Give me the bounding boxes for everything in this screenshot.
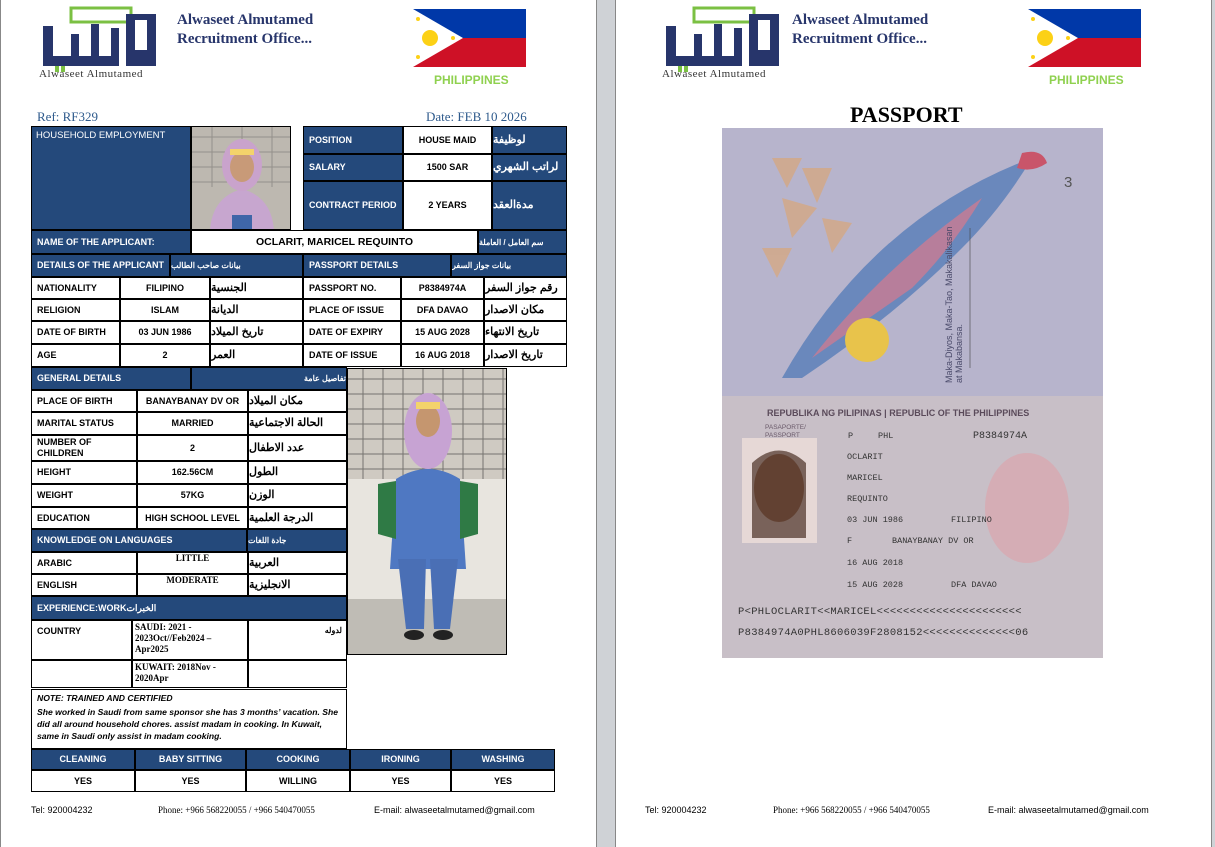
passport-motto: Maka-Diyos, Maka-Tao, Makakalikasan at Makabansa. [944, 226, 964, 383]
passport-pob: BANAYBANAY DV OR [892, 536, 974, 546]
company-name-line1: Alwaseet Almutamed [177, 12, 314, 28]
general-value: HIGH SCHOOL LEVEL [137, 507, 248, 529]
passport-nationality: FILIPINO [951, 515, 992, 525]
general-ar: الحالة الاجتماعية [248, 412, 347, 435]
detail-ar: تاريخ الميلاد [210, 321, 303, 344]
detail-value: ISLAM [120, 299, 210, 321]
experience-kuwait: KUWAIT: 2018Nov - 2020Apr [132, 660, 248, 688]
detail-label: AGE [31, 344, 120, 367]
general-label: HEIGHT [31, 461, 137, 484]
passport-detail-label: PLACE OF ISSUE [303, 299, 401, 321]
footer-phone: Phone: +966 568220055 / +966 540470055 [773, 805, 930, 815]
details-header-ar: بيانات صاحب الطالب [170, 254, 303, 277]
footer-email-prefix: E-mail: [374, 805, 405, 815]
footer-email-prefix: E-mail: [988, 805, 1019, 815]
contract-value: 2 YEARS [403, 181, 492, 230]
applicant-name-value: OCLARIT, MARICEL REQUINTO [191, 230, 478, 254]
passport-issue-date: 16 AUG 2018 [847, 558, 904, 568]
passport-header-text: REPUBLIKA NG PILIPINAS | REPUBLIC OF THE PHILIPPINES [767, 408, 1030, 418]
general-value: 2 [137, 435, 248, 461]
language-ar: الانجليزية [248, 574, 347, 596]
document-date: Date: FEB 10 2026 [426, 109, 527, 124]
passport-title: PASSPORT [850, 102, 963, 127]
passport-authority: DFA DAVAO [951, 580, 997, 590]
salary-ar: لراتب الشهري [492, 154, 567, 181]
skill-label: COOKING [246, 749, 350, 770]
general-label: EDUCATION [31, 507, 137, 529]
household-employment-label: HOUSEHOLD EMPLOYMENT [31, 126, 191, 230]
position-value: HOUSE MAID [403, 126, 492, 154]
language-ar: العربية [248, 552, 347, 574]
logo-text: Alwaseet Almutamed [662, 68, 767, 80]
footer-email [988, 805, 1149, 815]
general-ar: الدرجة العلمية [248, 507, 347, 529]
general-header-ar: تفاصيل عامة [191, 367, 347, 390]
detail-label: DATE OF BIRTH [31, 321, 120, 344]
position-label: POSITION [303, 126, 403, 154]
applicant-name-label: NAME OF THE APPLICANT: [31, 230, 191, 254]
general-label: MARITAL STATUS [31, 412, 137, 435]
language-value: MODERATE [137, 574, 248, 596]
note-box [31, 689, 347, 749]
passport-detail-label: DATE OF ISSUE [303, 344, 401, 367]
flag-label: PHILIPPINES [434, 73, 509, 87]
note-title: NOTE: TRAINED AND CERTIFIED [37, 693, 173, 703]
detail-value: 03 JUN 1986 [120, 321, 210, 344]
detail-label: RELIGION [31, 299, 120, 321]
passport-given-name: MARICEL [847, 473, 883, 483]
general-ar: عدد الاطفال [248, 435, 347, 461]
experience-saudi: SAUDI: 2021 - 2023Oct//Feb2024 – Apr2025 [132, 620, 248, 660]
company-logo [654, 6, 794, 86]
passport-detail-label: DATE OF EXPIRY [303, 321, 401, 344]
passport-detail-value: 16 AUG 2018 [401, 344, 484, 367]
philippines-flag-icon [1028, 9, 1141, 67]
passport-detail-value: P8384974A [401, 277, 484, 299]
footer-email [374, 805, 535, 815]
passport-detail-label: PASSPORT NO. [303, 277, 401, 299]
passport-dob: 03 JUN 1986 [847, 515, 904, 525]
passport-detail-value: DFA DAVAO [401, 299, 484, 321]
general-header: GENERAL DETAILS [31, 367, 191, 390]
experience-header: EXPERIENCE:WORKالخبرات [31, 596, 347, 620]
experience-country-label: COUNTRY [31, 620, 132, 660]
footer-email-address[interactable]: alwaseetalmutamed@gmail.com [1018, 805, 1149, 815]
company-name [792, 11, 928, 49]
passport-scan [722, 128, 1103, 658]
general-label: WEIGHT [31, 484, 137, 507]
general-ar: مكان الميلاد [248, 390, 347, 412]
general-value: 162.56CM [137, 461, 248, 484]
detail-ar: الديانة [210, 299, 303, 321]
general-value: 57KG [137, 484, 248, 507]
salary-value: 1500 SAR [403, 154, 492, 181]
passport-middle-name: REQUINTO [847, 494, 888, 504]
passport-doc-label: PASAPORTE/ PASSPORT [765, 424, 806, 439]
general-value: BANAYBANAY DV OR [137, 390, 248, 412]
languages-header: KNOWLEDGE ON LANGUAGES [31, 529, 247, 552]
passport-type: P [848, 431, 854, 441]
flag-label: PHILIPPINES [1049, 73, 1124, 87]
passport-motto-wrap [968, 194, 1098, 246]
passport-surname: OCLARIT [847, 452, 883, 462]
passport-page-number: 3 [1064, 174, 1073, 191]
detail-label: NATIONALITY [31, 277, 120, 299]
contract-ar: مدةالعقد [492, 181, 567, 230]
footer-tel: Tel: 920004232 [31, 805, 93, 815]
passport-sex: F [847, 536, 853, 546]
skill-value: YES [350, 770, 451, 792]
passport-mrz-line2: P8384974A0PHL8606039F2808152<<<<<<<<<<<<<<06 [738, 627, 1029, 639]
passport-header: PASSPORT DETAILS [303, 254, 451, 277]
applicant-name-ar: سم العامل / العاملة [478, 230, 567, 254]
passport-header-ar: بيانات جواز السفر [451, 254, 567, 277]
passport-mrz-line1: P<PHLOCLARIT<<MARICEL<<<<<<<<<<<<<<<<<<<<<< [738, 606, 1022, 618]
general-ar: الوزن [248, 484, 347, 507]
passport-detail-value: 15 AUG 2028 [401, 321, 484, 344]
details-header: DETAILS OF THE APPLICANT [31, 254, 170, 277]
general-ar: الطول [248, 461, 347, 484]
detail-ar: الجنسية [210, 277, 303, 299]
applicant-portrait [191, 126, 291, 230]
experience-empty-cell [248, 660, 347, 688]
contract-label: CONTRACT PERIOD [303, 181, 403, 230]
passport-detail-ar: مكان الاصدار [484, 299, 567, 321]
general-label: PLACE OF BIRTH [31, 390, 137, 412]
passport-country-code: PHL [878, 431, 894, 441]
applicant-full-photo [347, 368, 507, 655]
skill-value: YES [451, 770, 555, 792]
passport-number: P8384974A [973, 431, 1028, 442]
skill-label: WASHING [451, 749, 555, 770]
skill-label: BABY SITTING [135, 749, 246, 770]
skill-label: CLEANING [31, 749, 135, 770]
skill-value: YES [135, 770, 246, 792]
skill-value: WILLING [246, 770, 350, 792]
footer-phone: Phone: +966 568220055 / +966 540470055 [158, 805, 315, 815]
company-name-line1: Alwaseet Almutamed [792, 12, 929, 28]
languages-header-ar: جادة اللغات [247, 529, 347, 552]
experience-country-ar: لدوله [248, 620, 347, 660]
salary-label: SALARY [303, 154, 403, 181]
page-passport [615, 0, 1212, 847]
company-name-line2: Recruitment Office... [177, 31, 312, 47]
page-biodata [0, 0, 597, 847]
philippines-flag-icon [413, 9, 526, 67]
language-label: ENGLISH [31, 574, 137, 596]
detail-ar: العمر [210, 344, 303, 367]
passport-detail-ar: تاريخ الاصدار [484, 344, 567, 367]
company-name-line2: Recruitment Office... [792, 31, 927, 47]
general-label: NUMBER OF CHILDREN [31, 435, 137, 461]
detail-value: FILIPINO [120, 277, 210, 299]
company-name [177, 11, 313, 49]
experience-empty-cell [31, 660, 132, 688]
footer-email-address[interactable]: alwaseetalmutamed@gmail.com [404, 805, 535, 815]
passport-detail-ar: رقم جواز السفر [484, 277, 567, 299]
company-logo [31, 6, 171, 86]
passport-expiry-date: 15 AUG 2028 [847, 580, 904, 590]
passport-detail-ar: تاريخ الانتهاء [484, 321, 567, 344]
general-value: MARRIED [137, 412, 248, 435]
skill-label: IRONING [350, 749, 451, 770]
skill-value: YES [31, 770, 135, 792]
reference-number: Ref: RF329 [37, 109, 99, 124]
position-ar: لوظيفة [492, 126, 567, 154]
footer-tel: Tel: 920004232 [645, 805, 707, 815]
logo-text: Alwaseet Almutamed [39, 68, 144, 80]
note-body: She worked in Saudi from same sponsor she has 3 months’ vacation. She did all around household chores. assist madam in cooking. In Kuwait, same in Saudi only assist in madam cooking. [37, 707, 339, 741]
detail-value: 2 [120, 344, 210, 367]
language-value: LITTLE [137, 552, 248, 574]
language-label: ARABIC [31, 552, 137, 574]
